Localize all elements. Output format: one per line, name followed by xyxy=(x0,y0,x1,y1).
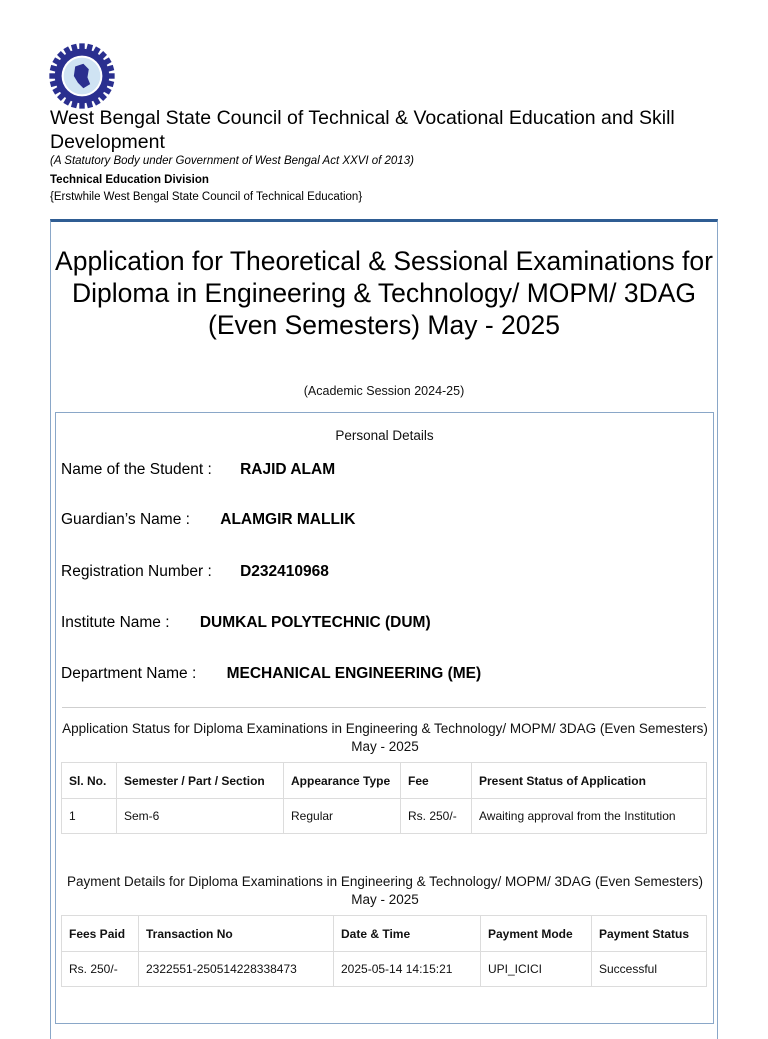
org-name: West Bengal State Council of Technical & Vocational Education and Skill Development xyxy=(50,107,675,153)
table-header-row xyxy=(62,916,707,952)
erstwhile-note: {Erstwhile West Bengal State Council of Technical Education} xyxy=(50,191,363,203)
column-header: Fees Paid xyxy=(62,916,139,952)
application-status-table xyxy=(61,762,707,834)
column-header: Appearance Type xyxy=(284,763,401,799)
table-header-row xyxy=(62,763,707,799)
student-name-value: RAJID ALAM xyxy=(240,461,336,478)
table-cell: Sem-6 xyxy=(117,799,284,834)
table-cell: 2025-05-14 14:15:21 xyxy=(334,952,481,987)
institute-name-label: Institute Name : xyxy=(61,614,170,631)
council-emblem-icon xyxy=(48,42,116,110)
table-cell: Awaiting approval from the Institution xyxy=(472,799,707,834)
table-cell: Successful xyxy=(592,952,707,987)
application-status-title: Application Status for Diploma Examinations in Engineering & Technology/ MOPM/ 3DAG (Even Semesters) May - 2025 xyxy=(62,721,708,754)
academic-session: (Academic Session 2024-25) xyxy=(303,384,465,398)
column-header: Transaction No xyxy=(139,916,334,952)
application-title: Application for Theoretical & Sessional Examinations for Diploma in Engineering & Technology/ MOPM/ 3DAG (Even Semesters) May - 2025 xyxy=(55,246,713,340)
column-header: Present Status of Application xyxy=(472,763,707,799)
table-cell: UPI_ICICI xyxy=(481,952,592,987)
department-name-label: Department Name : xyxy=(61,665,197,682)
statutory-note: (A Statutory Body under Government of West Bengal Act XXVI of 2013) xyxy=(50,155,414,167)
table-cell: 1 xyxy=(62,799,117,834)
payment-details-table xyxy=(61,915,707,987)
table-row xyxy=(62,799,707,834)
institute-name-row xyxy=(61,614,431,632)
department-name-row xyxy=(61,665,481,683)
guardian-name-value: ALAMGIR MALLIK xyxy=(220,511,356,528)
column-header: Date & Time xyxy=(334,916,481,952)
column-header: Semester / Part / Section xyxy=(117,763,284,799)
table-cell: Rs. 250/- xyxy=(401,799,472,834)
table-cell: Regular xyxy=(284,799,401,834)
column-header: Payment Mode xyxy=(481,916,592,952)
table-cell: Rs. 250/- xyxy=(62,952,139,987)
registration-number-label: Registration Number : xyxy=(61,563,212,580)
personal-details-heading: Personal Details xyxy=(335,428,434,443)
payment-details-title: Payment Details for Diploma Examinations in Engineering & Technology/ MOPM/ 3DAG (Even Semesters) May - 2025 xyxy=(66,874,704,907)
student-name-row xyxy=(61,461,335,479)
section-divider xyxy=(62,707,706,708)
column-header: Sl. No. xyxy=(62,763,117,799)
student-name-label: Name of the Student : xyxy=(61,461,212,478)
table-cell: 2322551-250514228338473 xyxy=(139,952,334,987)
column-header: Fee xyxy=(401,763,472,799)
registration-number-value: D232410968 xyxy=(240,563,329,580)
guardian-name-label: Guardian’s Name : xyxy=(61,511,190,528)
department-name-value: MECHANICAL ENGINEERING (ME) xyxy=(226,665,482,682)
registration-number-row xyxy=(61,563,329,581)
column-header: Payment Status xyxy=(592,916,707,952)
guardian-name-row xyxy=(61,511,355,529)
division-name: Technical Education Division xyxy=(50,174,209,186)
institute-name-value: DUMKAL POLYTECHNIC (DUM) xyxy=(199,614,431,631)
table-row xyxy=(62,952,707,987)
